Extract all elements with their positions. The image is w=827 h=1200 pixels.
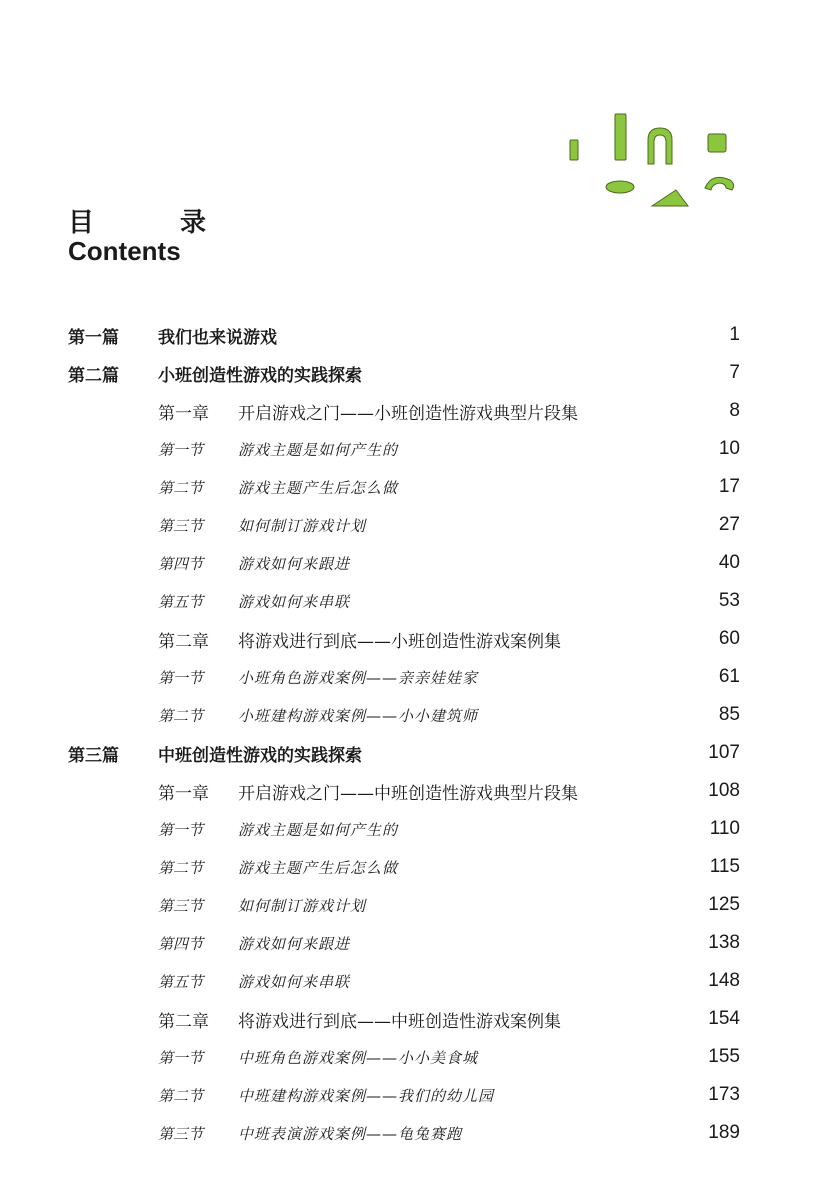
toc-section-label: 第一节 bbox=[158, 668, 204, 687]
toc-section-title: 中班建构游戏案例——我们的幼儿园 bbox=[238, 1086, 495, 1105]
toc-chapter-row[interactable] bbox=[68, 392, 740, 430]
block-small-rect bbox=[570, 140, 578, 160]
toc-section-row[interactable] bbox=[68, 1076, 740, 1114]
toc-section-label: 第四节 bbox=[158, 934, 204, 953]
block-half-ring bbox=[705, 177, 734, 190]
toc-section-row[interactable] bbox=[68, 924, 740, 962]
toc-section-row[interactable] bbox=[68, 1038, 740, 1076]
page-subtitle: Contents bbox=[68, 236, 181, 266]
toc-section-label: 第五节 bbox=[158, 592, 204, 611]
toc-part-label: 第三篇 bbox=[68, 745, 119, 766]
toc-chapter-title: 将游戏进行到底——中班创造性游戏案例集 bbox=[238, 1011, 561, 1032]
toc-section-label: 第五节 bbox=[158, 972, 204, 991]
toc-section-label: 第三节 bbox=[158, 516, 204, 535]
toc-section-row[interactable] bbox=[68, 658, 740, 696]
toc-part-label: 第二篇 bbox=[68, 365, 119, 386]
toc-chapter-label: 第一章 bbox=[158, 783, 209, 804]
toc-section-label: 第二节 bbox=[158, 478, 204, 497]
toc-page-number: 8 bbox=[729, 400, 740, 421]
toc-page-number: 61 bbox=[718, 666, 740, 687]
toc-section-row[interactable] bbox=[68, 810, 740, 848]
toc-section-title: 小班角色游戏案例——亲亲娃娃家 bbox=[238, 668, 479, 687]
block-tall-pillar bbox=[615, 114, 626, 160]
toc-page-number: 40 bbox=[718, 552, 740, 573]
toc-part-title: 小班创造性游戏的实践探索 bbox=[158, 365, 362, 386]
toc-section-title: 如何制订游戏计划 bbox=[238, 896, 367, 915]
toc-chapter-title: 将游戏进行到底——小班创造性游戏案例集 bbox=[238, 631, 561, 652]
toc-page-number: 10 bbox=[718, 438, 740, 459]
toc-page-number: 155 bbox=[708, 1046, 740, 1067]
toc-part-title: 我们也来说游戏 bbox=[158, 327, 277, 348]
toc-chapter-label: 第二章 bbox=[158, 631, 209, 652]
toc-chapter-title: 开启游戏之门——小班创造性游戏典型片段集 bbox=[238, 403, 578, 424]
toc-section-row[interactable] bbox=[68, 582, 740, 620]
toc-part-row[interactable] bbox=[68, 354, 740, 392]
toc-section-label: 第二节 bbox=[158, 858, 204, 877]
page-title: 目 录 bbox=[68, 208, 237, 238]
toc-page-number: 110 bbox=[709, 818, 740, 839]
toc-part-label: 第一篇 bbox=[68, 327, 119, 348]
table-of-contents bbox=[68, 316, 740, 1152]
toc-page-number: 189 bbox=[708, 1122, 740, 1143]
toc-section-title: 游戏主题产生后怎么做 bbox=[238, 478, 399, 497]
toc-section-label: 第四节 bbox=[158, 554, 204, 573]
toc-section-title: 中班表演游戏案例——龟兔赛跑 bbox=[238, 1124, 463, 1143]
toc-section-title: 游戏如何来串联 bbox=[238, 592, 351, 611]
toc-section-row[interactable] bbox=[68, 468, 740, 506]
toc-page-number: 138 bbox=[708, 932, 740, 953]
toc-section-title: 中班角色游戏案例——小小美食城 bbox=[238, 1048, 479, 1067]
toc-page-number: 154 bbox=[708, 1008, 740, 1029]
toc-page-number: 107 bbox=[708, 742, 740, 763]
toc-chapter-title: 开启游戏之门——中班创造性游戏典型片段集 bbox=[238, 783, 578, 804]
toc-part-title: 中班创造性游戏的实践探索 bbox=[158, 745, 362, 766]
toc-section-title: 如何制订游戏计划 bbox=[238, 516, 367, 535]
toc-page-number: 85 bbox=[718, 704, 740, 725]
toc-section-title: 游戏主题是如何产生的 bbox=[238, 440, 399, 459]
block-cylinder bbox=[606, 181, 634, 193]
toc-part-row[interactable] bbox=[68, 734, 740, 772]
toc-section-title: 游戏主题是如何产生的 bbox=[238, 820, 399, 839]
toc-section-label: 第三节 bbox=[158, 1124, 204, 1143]
toc-page-number: 60 bbox=[718, 628, 740, 649]
toc-chapter-row[interactable] bbox=[68, 1000, 740, 1038]
toc-section-label: 第二节 bbox=[158, 706, 204, 725]
block-cube bbox=[708, 134, 726, 152]
toc-section-title: 游戏主题产生后怎么做 bbox=[238, 858, 399, 877]
toc-section-title: 游戏如何来跟进 bbox=[238, 554, 351, 573]
building-blocks-illustration bbox=[560, 100, 750, 215]
toc-page-number: 7 bbox=[729, 362, 740, 383]
toc-section-title: 小班建构游戏案例——小小建筑师 bbox=[238, 706, 479, 725]
toc-section-row[interactable] bbox=[68, 544, 740, 582]
toc-section-label: 第一节 bbox=[158, 1048, 204, 1067]
toc-section-row[interactable] bbox=[68, 848, 740, 886]
toc-page-number: 53 bbox=[718, 590, 740, 611]
toc-section-row[interactable] bbox=[68, 962, 740, 1000]
toc-page-number: 1 bbox=[729, 324, 740, 345]
toc-section-row[interactable] bbox=[68, 506, 740, 544]
toc-page-number: 115 bbox=[709, 856, 740, 877]
toc-page-number: 125 bbox=[708, 894, 740, 915]
toc-page-number: 17 bbox=[718, 476, 740, 497]
block-arch bbox=[648, 128, 672, 164]
toc-page-number: 27 bbox=[718, 514, 740, 535]
toc-section-row[interactable] bbox=[68, 886, 740, 924]
toc-page-number: 108 bbox=[708, 780, 740, 801]
toc-section-label: 第一节 bbox=[158, 440, 204, 459]
toc-chapter-label: 第一章 bbox=[158, 403, 209, 424]
toc-page-number: 148 bbox=[708, 970, 740, 991]
toc-section-row[interactable] bbox=[68, 430, 740, 468]
toc-part-row[interactable] bbox=[68, 316, 740, 354]
toc-section-label: 第一节 bbox=[158, 820, 204, 839]
block-triangle bbox=[652, 190, 688, 206]
toc-section-label: 第三节 bbox=[158, 896, 204, 915]
toc-page-number: 173 bbox=[708, 1084, 740, 1105]
toc-section-row[interactable] bbox=[68, 696, 740, 734]
toc-section-label: 第二节 bbox=[158, 1086, 204, 1105]
toc-chapter-row[interactable] bbox=[68, 620, 740, 658]
toc-section-row[interactable] bbox=[68, 1114, 740, 1152]
toc-chapter-row[interactable] bbox=[68, 772, 740, 810]
toc-section-title: 游戏如何来串联 bbox=[238, 972, 351, 991]
toc-section-title: 游戏如何来跟进 bbox=[238, 934, 351, 953]
toc-chapter-label: 第二章 bbox=[158, 1011, 209, 1032]
